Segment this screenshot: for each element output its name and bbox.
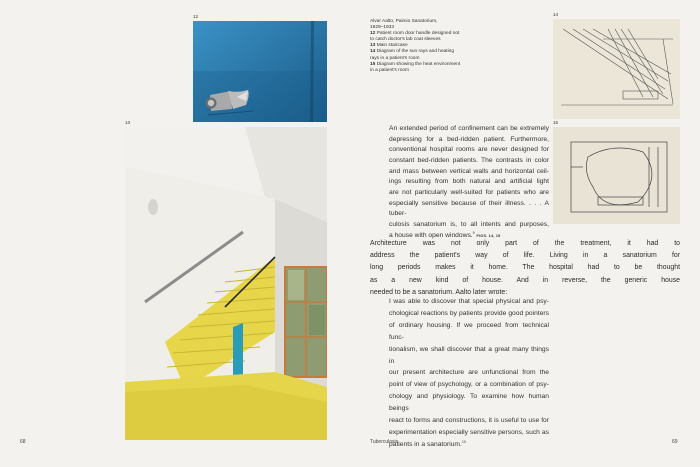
footnote-ref-9[interactable]: 9 bbox=[472, 230, 475, 235]
quote2-line: of ordinary housing. If we proceed from technical func- bbox=[389, 321, 549, 341]
figure-caption bbox=[370, 19, 485, 74]
quote1-line: are not particularly well-suited for patients who are bbox=[389, 188, 549, 196]
quote1-line: An extended period of confinement can be extremely bbox=[389, 125, 549, 132]
quote1-line: ings resulting from both natural and artificial light bbox=[389, 178, 549, 186]
quote2-line: I was able to discover that special physical and psy- bbox=[389, 298, 549, 305]
block-quote-2 bbox=[389, 296, 549, 451]
quote1-line: depressing for a bed-ridden patient. Furthermore, bbox=[389, 135, 549, 143]
figure-reference: FIGS. 14, 15 bbox=[476, 233, 501, 238]
footnote-ref-10[interactable]: 10 bbox=[461, 439, 466, 444]
caption-item-14-cont: rays in a patient's room bbox=[370, 55, 420, 61]
figure-number-14: 14 bbox=[553, 12, 559, 17]
body-line: Architecture was not only part of the treatment, it had to bbox=[370, 240, 680, 247]
heat-environment-drawing bbox=[553, 127, 680, 224]
body-paragraph bbox=[370, 238, 680, 299]
heat-environment-diagram bbox=[553, 127, 680, 224]
quote1-last-line: a house with open windows.$^9$ FIGS. 14, 15 bbox=[389, 230, 501, 239]
quote1-line: constant bed-ridden patients. The contrasts in color bbox=[389, 156, 549, 164]
quote1-line: conventional hospital rooms are never designed for bbox=[389, 146, 549, 154]
staircase-photo bbox=[125, 127, 327, 440]
body-line: address the patient's way of life. Living in a sanatorium for bbox=[370, 252, 680, 260]
caption-item-15-cont: in a patient's room bbox=[370, 67, 410, 73]
page-number-right: 69 bbox=[672, 439, 678, 445]
quote1-line: especially sensitive because of their illness. . . . A tuber- bbox=[389, 199, 549, 218]
caption-item-12-cont: to catch doctor's lab coat sleeves bbox=[370, 37, 441, 43]
door-handle-illustration bbox=[193, 21, 327, 122]
quote2-line: our present architecture are unfunctional from the bbox=[389, 369, 549, 377]
caption-item-15: 15 Diagram showing the heat environment bbox=[370, 61, 461, 67]
quote2-line: point of view of psychology, or a combination of psy- bbox=[389, 381, 549, 389]
caption-item-13: 13 Main staircase bbox=[370, 43, 408, 49]
body-line: as a new kind of house. And in reverse, the generic house bbox=[370, 276, 680, 284]
sun-rays-diagram bbox=[553, 19, 680, 119]
quote2-line: chology and physiology. To examine how human beings bbox=[389, 393, 549, 413]
staircase-illustration bbox=[125, 127, 327, 440]
page-number-left: 68 bbox=[20, 439, 26, 445]
caption-item-14: 14 Diagram of the sun rays and heating bbox=[370, 49, 455, 55]
running-footer-title: Tuberculosis bbox=[370, 439, 399, 445]
figure-number-15: 15 bbox=[553, 120, 559, 125]
quote2-line: chological reactions by patients provide good pointers bbox=[389, 309, 549, 317]
caption-item-12: 12 Patient room door handle designed not bbox=[370, 31, 460, 37]
quote1-line: and mass between vertical walls and horizontal ceil- bbox=[389, 167, 549, 175]
body-line: long periods makes it home. The hospital had to be thought bbox=[370, 264, 680, 272]
quote2-line: react to forms and constructions, it is useful to use for bbox=[389, 417, 549, 425]
quote2-line: experimentation especially sensitive persons, such as bbox=[389, 428, 549, 436]
caption-title: Alvar Aalto, Paimio Sanatorium, bbox=[370, 19, 438, 24]
figure-number-13: 13 bbox=[125, 120, 131, 125]
quote2-last-line: patients in a sanatorium.$^{10}$ bbox=[389, 439, 466, 448]
figure-number-12: 12 bbox=[193, 14, 199, 19]
body-line: needed to be a sanatorium. Aalto later wrote: bbox=[370, 288, 508, 296]
block-quote-1 bbox=[389, 124, 549, 241]
sun-rays-drawing bbox=[553, 19, 680, 119]
door-handle-photo bbox=[193, 21, 327, 122]
quote2-line: tionalism, we shall discover that a great many things in bbox=[389, 345, 549, 365]
caption-dates: 1929–1933 bbox=[370, 25, 395, 31]
quote1-line: culosis sanatorium is, to all intents and purposes, bbox=[389, 220, 549, 228]
